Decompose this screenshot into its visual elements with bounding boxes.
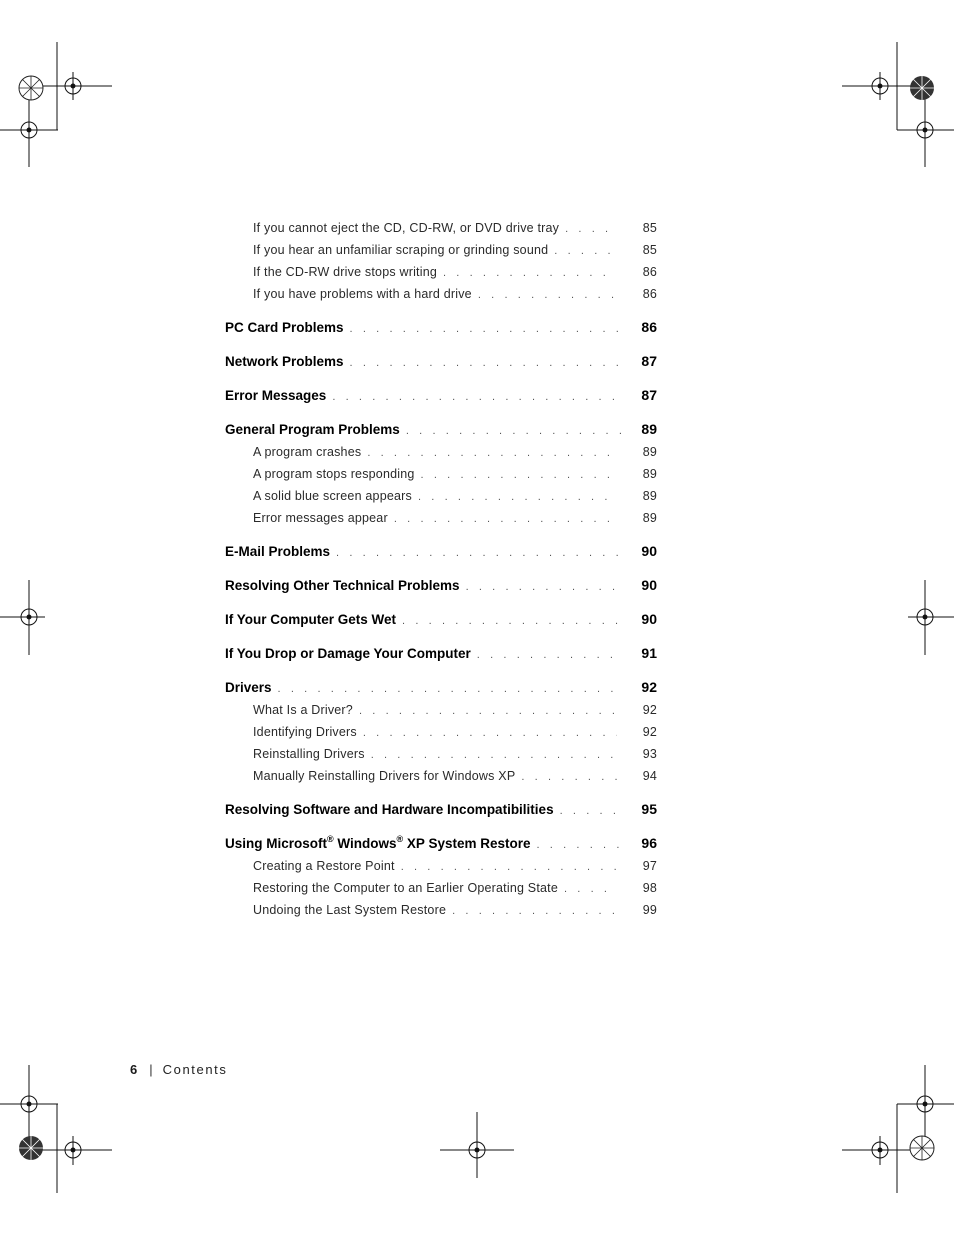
toc-subentry[interactable]: [225, 721, 657, 743]
entry-label: A solid blue screen appears: [253, 489, 412, 503]
entry-page: 89: [642, 445, 657, 459]
toc-subentry[interactable]: [225, 261, 657, 283]
entry-label: Error messages appear: [253, 511, 388, 525]
toc-subgroup-drives: [225, 217, 657, 305]
entry-page: 96: [641, 835, 657, 851]
page-footer: [130, 1062, 227, 1077]
entry-page: 98: [642, 881, 657, 895]
entry-label: If you hear an unfamiliar scraping or grinding sound: [253, 243, 549, 257]
table-of-contents: [225, 217, 657, 921]
entry-page: 90: [641, 543, 657, 559]
entry-page: 91: [641, 645, 657, 661]
dot-leader: [564, 878, 617, 900]
toc-entry-error-messages[interactable]: [225, 373, 657, 407]
entry-page: 89: [642, 511, 657, 525]
dot-leader: [521, 766, 617, 788]
dot-leader: [350, 352, 621, 374]
toc-subentry[interactable]: [225, 441, 657, 463]
entry-page: 86: [641, 319, 657, 335]
dot-leader: [371, 744, 617, 766]
entry-page: 90: [641, 577, 657, 593]
entry-page: 89: [642, 489, 657, 503]
dot-leader: [537, 834, 622, 856]
toc-subgroup-drivers: [225, 699, 657, 787]
footer-separator: |: [149, 1062, 153, 1077]
dot-leader: [394, 508, 617, 530]
dot-leader: [363, 722, 617, 744]
entry-label: If you cannot eject the CD, CD-RW, or DVD drive tray: [253, 221, 560, 235]
entry-label: [225, 833, 531, 855]
entry-label: A program stops responding: [253, 467, 415, 481]
toc-subentry[interactable]: [225, 743, 657, 765]
entry-label: A program crashes: [253, 445, 362, 459]
entry-page: 90: [641, 611, 657, 627]
entry-label: If you have problems with a hard drive: [253, 287, 472, 301]
toc-subgroup-programs: [225, 441, 657, 529]
toc-entry-system-restore[interactable]: [225, 821, 657, 855]
entry-label: If the CD-RW drive stops writing: [253, 265, 437, 279]
toc-subentry[interactable]: [225, 877, 657, 899]
section-name: Contents: [162, 1062, 228, 1077]
toc-subentry[interactable]: [225, 463, 657, 485]
dot-leader: [401, 856, 617, 878]
toc-entry-resolving-other[interactable]: [225, 563, 657, 597]
dot-leader: [443, 262, 617, 284]
toc-entry-general-program[interactable]: [225, 407, 657, 441]
entry-page: 89: [642, 467, 657, 481]
toc-entry-email[interactable]: [225, 529, 657, 563]
dot-leader: [560, 800, 621, 822]
entry-page: 85: [642, 243, 657, 257]
entry-label: PC Card Problems: [225, 320, 344, 335]
dot-leader: [350, 318, 621, 340]
entry-page: 92: [642, 725, 657, 739]
toc-subentry[interactable]: [225, 765, 657, 787]
registered-mark: ®: [327, 833, 334, 844]
dot-leader: [359, 700, 617, 722]
dot-leader: [477, 644, 621, 666]
entry-page: 87: [641, 353, 657, 369]
dot-leader: [478, 284, 617, 306]
dot-leader: [278, 678, 621, 700]
registered-mark: ®: [396, 833, 404, 844]
dot-leader: [565, 218, 617, 240]
dot-leader: [554, 240, 617, 262]
entry-page: 89: [641, 421, 657, 437]
entry-page: 86: [642, 265, 657, 279]
entry-label: Manually Reinstalling Drivers for Windows XP: [253, 769, 516, 783]
entry-page: 94: [642, 769, 657, 783]
label-part: Windows: [333, 836, 397, 851]
toc-subentry[interactable]: [225, 899, 657, 921]
dot-leader: [402, 610, 621, 632]
entry-label: What Is a Driver?: [253, 703, 353, 717]
toc-subentry[interactable]: [225, 283, 657, 305]
toc-entry-pc-card[interactable]: [225, 305, 657, 339]
entry-page: 95: [641, 801, 657, 817]
entry-label: Identifying Drivers: [253, 725, 357, 739]
entry-label: Reinstalling Drivers: [253, 747, 365, 761]
entry-page: 93: [642, 747, 657, 761]
dot-leader: [421, 464, 617, 486]
label-part: Using Microsoft: [225, 836, 328, 851]
dot-leader: [406, 420, 621, 442]
entry-page: 92: [641, 679, 657, 695]
toc-subentry[interactable]: [225, 217, 657, 239]
entry-label: Resolving Other Technical Problems: [225, 578, 460, 593]
label-part: XP System Restore: [403, 836, 531, 851]
dot-leader: [452, 900, 617, 922]
entry-label: Drivers: [225, 680, 272, 695]
entry-label: E-Mail Problems: [225, 544, 331, 559]
dot-leader: [367, 442, 617, 464]
dot-leader: [336, 542, 621, 564]
dot-leader: [466, 576, 621, 598]
entry-label: Undoing the Last System Restore: [253, 903, 447, 917]
entry-page: 87: [641, 387, 657, 403]
dot-leader: [332, 386, 621, 408]
toc-entry-drop[interactable]: [225, 631, 657, 665]
entry-label: Restoring the Computer to an Earlier Operating State: [253, 881, 558, 895]
toc-subentry[interactable]: [225, 485, 657, 507]
entry-label: Network Problems: [225, 354, 344, 369]
dot-leader: [418, 486, 617, 508]
entry-page: 85: [642, 221, 657, 235]
entry-label: General Program Problems: [225, 422, 400, 437]
toc-entry-network[interactable]: [225, 339, 657, 373]
toc-entry-incompatibilities[interactable]: [225, 787, 657, 821]
toc-subentry[interactable]: [225, 507, 657, 529]
toc-subentry[interactable]: [225, 855, 657, 877]
entry-label: If You Drop or Damage Your Computer: [225, 646, 471, 661]
entry-label: Error Messages: [225, 388, 327, 403]
entry-label: Creating a Restore Point: [253, 859, 395, 873]
toc-subentry[interactable]: [225, 239, 657, 261]
entry-page: 99: [642, 903, 657, 917]
toc-subentry[interactable]: [225, 699, 657, 721]
toc-entry-drivers[interactable]: [225, 665, 657, 699]
entry-page: 97: [642, 859, 657, 873]
entry-page: 92: [642, 703, 657, 717]
entry-page: 86: [642, 287, 657, 301]
entry-label: If Your Computer Gets Wet: [225, 612, 397, 627]
toc-subgroup-restore: [225, 855, 657, 921]
toc-entry-wet[interactable]: [225, 597, 657, 631]
entry-label: Resolving Software and Hardware Incompatibilities: [225, 802, 554, 817]
page-number: 6: [130, 1062, 138, 1077]
